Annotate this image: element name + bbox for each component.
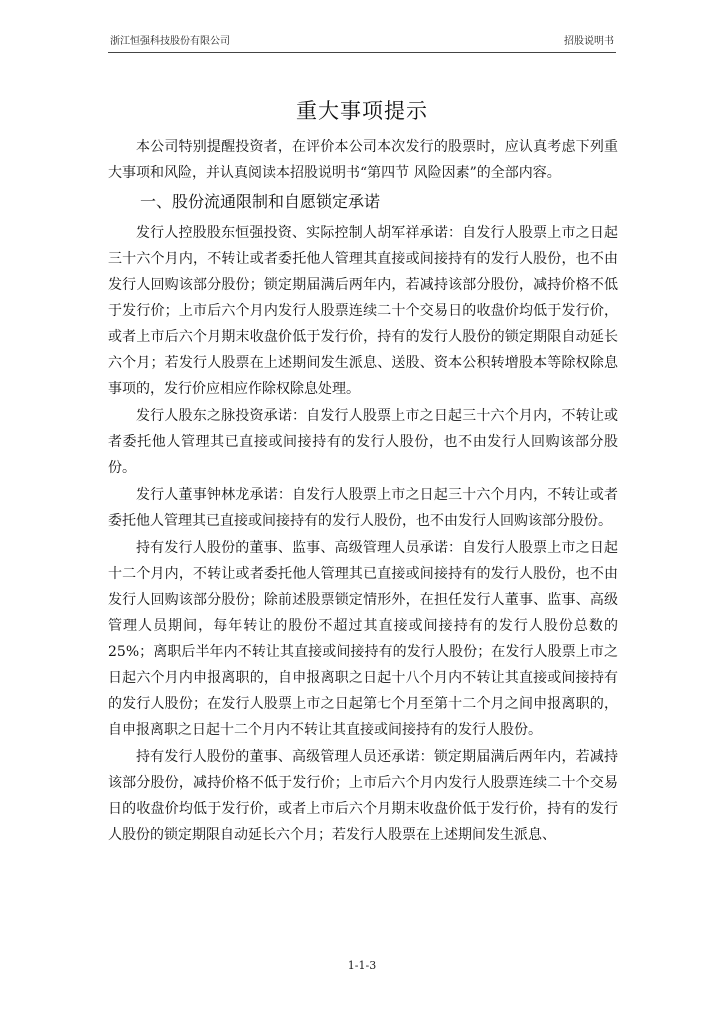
document-body [108, 134, 618, 848]
page-header [108, 34, 616, 53]
paragraph-controlling-shareholder: 发行人控股股东恒强投资、实际控制人胡军祥承诺：自发行人股票上市之日起三十六个月内，不转让或者委托他人管理其直接或间接持有的发行人股份，也不由发行人回购该部分股份；锁定期届满后两年内，若减持该部分股份，减持价格不低于发行价；上市后六个月内发行人股票连续二十个交易日的收盘价均低于发行价，或者上市后六个月期末收盘价低于发行价，持有的发行人股份的锁定期限自动延长六个月；若发行人股票在上述期间发生派息、送股、资本公积转增股本等除权除息事项的，发行价应相应作除权除息处理。 [108, 225, 618, 397]
paragraph-director-zhong: 发行人董事钟林龙承诺：自发行人股票上市之日起三十六个月内，不转让或者委托他人管理其已直接或间接持有的发行人股份，也不由发行人回购该部分股份。 [108, 487, 618, 529]
header-company: 浙江恒强科技股份有限公司 [110, 36, 230, 47]
paragraph-zhimai-investment: 发行人股东之脉投资承诺：自发行人股票上市之日起三十六个月内，不转让或者委托他人管理其已直接或间接持有的发行人股份，也不由发行人回购该部分股份。 [108, 408, 618, 476]
header-doc-type: 招股说明书 [564, 36, 614, 47]
section-heading: 一、股份流通限制和自愿锁定承诺 [140, 192, 381, 211]
intro-paragraph: 本公司特别提醒投资者，在评价本公司本次发行的股票时，应认真考虑下列重大事项和风险，并认真阅读本招股说明书“第四节 风险因素”的全部内容。 [108, 139, 618, 181]
paragraph-directors-executives: 持有发行人股份的董事、高级管理人员还承诺：锁定期届满后两年内，若减持该部分股份，减持价格不低于发行价；上市后六个月内发行人股票连续二十个交易日的收盘价均低于发行价，或者上市后六个月期末收盘价低于发行价，持有的发行人股份的锁定期限自动延长六个月；若发行人股票在上述期间发生派息、 [108, 749, 618, 843]
page-title: 重大事项提示 [296, 99, 428, 123]
paragraph-directors-supervisors: 持有发行人股份的董事、监事、高级管理人员承诺：自发行人股票上市之日起十二个月内，不转让或者委托他人管理其已直接或间接持有的发行人股份，也不由发行人回购该部分股份；除前述股票锁定情形外，在担任发行人董事、监事、高级管理人员期间，每年转让的股份不超过其直接或间接持有的发行人股份总数的25%；离职后半年内不转让其直接或间接持有的发行人股份；在发行人股票上市之日起六个月内申报离职的，自申报离职之日起十八个月内不转让其直接或间接持有的发行人股份；在发行人股票上市之日起第七个月至第十二个月之间申报离职的，自申报离职之日起十二个月内不转让其直接或间接持有的发行人股份。 [108, 540, 618, 738]
page-number: 1-1-3 [347, 959, 377, 972]
